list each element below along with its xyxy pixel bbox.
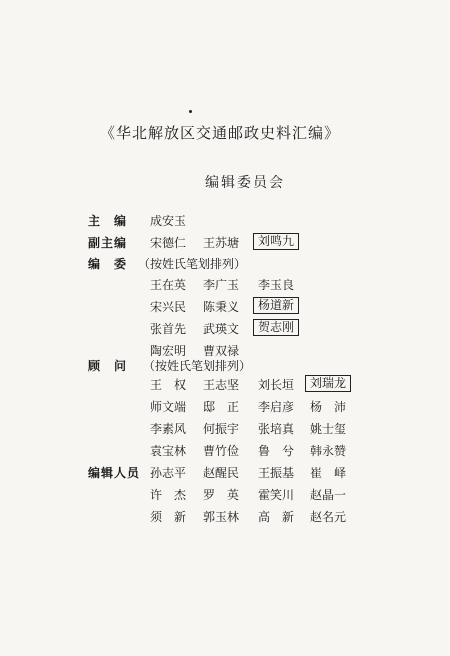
committee-member: 张首先 [150, 322, 187, 336]
advisor-name: 张培真 [258, 422, 295, 436]
editorial-staff-name: 赵晶一 [310, 488, 347, 502]
editorial-staff-name: 须 新 [150, 510, 187, 524]
deputy-editor-label: 副主编 [88, 236, 128, 250]
editorial-staff-name: 赵醒民 [203, 466, 240, 480]
committee-member-boxed: 杨道新 [253, 297, 299, 314]
advisor-name: 王志坚 [203, 378, 240, 392]
advisor-name: 邸 正 [203, 400, 240, 414]
advisor-name: 李启彦 [258, 400, 295, 414]
editorial-staff-name: 高 新 [258, 510, 295, 524]
advisor-name: 李素风 [150, 422, 187, 436]
committee-member: 李玉良 [258, 278, 295, 292]
chief-editor-label: 主 编 [88, 214, 128, 228]
advisor-name: 何振宇 [203, 422, 240, 436]
committee-heading: 编辑委员会 [205, 175, 285, 191]
editorial-staff-name: 许 杰 [150, 488, 187, 502]
editorial-staff-label: 编辑人员 [88, 466, 141, 480]
advisor-name: 鲁 兮 [258, 444, 295, 458]
committee-label: 编 委 [88, 257, 128, 271]
advisor-name: 师文端 [150, 400, 187, 414]
editorial-staff-name: 崔 峄 [310, 466, 347, 480]
chief-editor-name: 成安玉 [150, 214, 187, 228]
committee-member: 武瑛文 [203, 322, 240, 336]
committee-member: 陈秉义 [203, 300, 240, 314]
advisor-name: 袁宝林 [150, 444, 187, 458]
advisor-name: 韩永赞 [310, 444, 347, 458]
advisors-order-note: （按姓氏笔划排列） [143, 359, 252, 373]
ink-dot [189, 110, 192, 113]
committee-member: 宋兴民 [150, 300, 187, 314]
committee-member-boxed: 贺志刚 [253, 319, 299, 336]
committee-member: 王在英 [150, 278, 187, 292]
advisor-name: 杨 沛 [310, 400, 347, 414]
book-title: 《华北解放区交通邮政史料汇编》 [100, 124, 341, 142]
committee-member: 曹双禄 [203, 344, 240, 358]
editorial-staff-name: 罗 英 [203, 488, 240, 502]
advisor-name: 刘长垣 [258, 378, 295, 392]
deputy-editor-name: 王苏塘 [203, 236, 240, 250]
editorial-staff-name: 赵名元 [310, 510, 347, 524]
deputy-editor-name: 宋德仁 [150, 236, 187, 250]
advisors-label: 顾 问 [88, 359, 128, 373]
committee-order-note: （按姓氏笔划排列） [138, 257, 247, 271]
advisor-name: 曹竹俭 [203, 444, 240, 458]
deputy-editor-name-boxed: 刘鸣九 [253, 233, 299, 250]
editorial-staff-name: 霍笑川 [258, 488, 295, 502]
committee-member: 李广玉 [203, 278, 240, 292]
editorial-staff-name: 王振基 [258, 466, 295, 480]
advisor-name: 姚士玺 [310, 422, 347, 436]
advisor-name-boxed: 刘瑞龙 [305, 375, 351, 392]
editorial-staff-name: 孙志平 [150, 466, 187, 480]
advisor-name: 王 权 [150, 378, 187, 392]
committee-member: 陶宏明 [150, 344, 187, 358]
editorial-staff-name: 郭玉林 [203, 510, 240, 524]
